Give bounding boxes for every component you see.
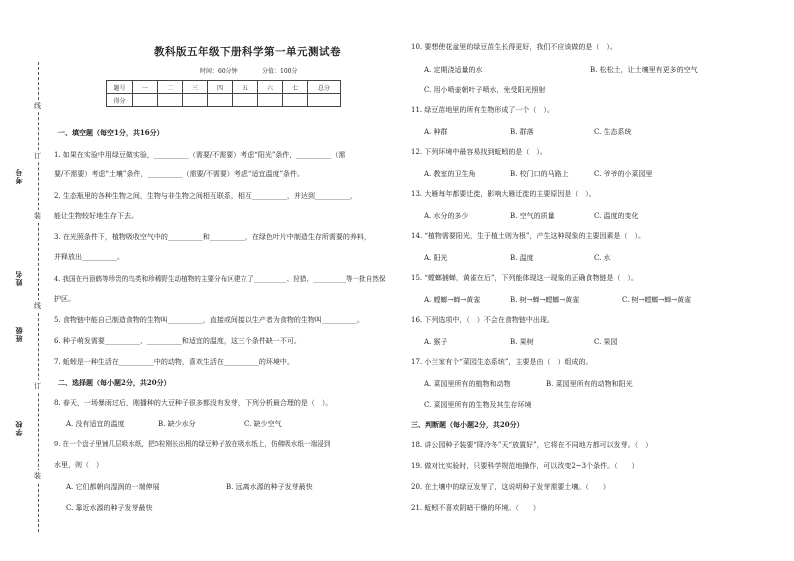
q10-option-a[interactable]: A. 定期浇适量的水 [424, 66, 483, 74]
question-15: 15. “螳螂捕蝉，黄雀在后”，下列能体现这一现象的正确食物链是（ ）。 [411, 274, 639, 282]
q16-option-c[interactable]: C. 果园 [594, 338, 618, 346]
question-20: 20. 在土壤中的绿豆发芽了，这说明种子发芽需要土壤。（ ） [411, 483, 610, 491]
question-13: 13. 大雁每年都要迁徙，影响大雁迁徙的主要原因是（ ）。 [411, 190, 596, 198]
score-row-label: 得分 [107, 94, 133, 107]
q8-option-b[interactable]: B. 缺少水分 [158, 420, 196, 428]
question-9: 9. 在一个盘子里铺几层吸水纸，把5粒刚长出根的绿豆种子放在吸水纸上，仿佛吸水纸一端浸到 [54, 440, 331, 448]
score-header-cell: 三 [183, 81, 208, 94]
score-header-cell: 六 [258, 81, 283, 94]
score-cell[interactable] [158, 94, 183, 107]
question-line: 5. 食物链中能自己制造食物的生物叫__________，直接或间接以生产者为食物的生物叫__________。 [54, 316, 364, 324]
question-line: 4. 我国在丹顶鹤等珍贵的鸟类和珍稀野生动植物的主要分布区建立了__________、狩猎、__________等一批自然保 [54, 275, 386, 283]
q9-option-a[interactable]: A. 它们都朝向湿润的一端伸展 [66, 483, 160, 491]
q13-option-c[interactable]: C. 温度的变化 [594, 212, 639, 220]
question-21: 21. 蚯蚓不喜欢阴暗干燥的环境。（ ） [411, 504, 540, 512]
side-deco-2: 订 [34, 152, 41, 160]
q14-option-b[interactable]: B. 温度 [510, 254, 534, 262]
q17-option-c[interactable]: C. 菜园里所有的生物及其生存环境 [424, 401, 532, 409]
q13-option-a[interactable]: A. 水分的多少 [424, 212, 469, 220]
q17-option-b[interactable]: B. 菜园里所有的动物和阳光 [546, 380, 633, 388]
score-header-cell: 题号 [107, 81, 133, 94]
score-header-cell: 总分 [308, 81, 341, 94]
q14-option-a[interactable]: A. 阳光 [424, 254, 448, 262]
side-label-class: 班级 [14, 326, 23, 342]
q10-option-b[interactable]: B. 松松土，让土壤里有更多的空气 [590, 66, 698, 74]
score-table-header-row [107, 81, 341, 94]
question-line: 要/不需要）考虑“土壤”条件，__________（需要/不需要）考虑“适宜温度”条件。 [54, 170, 305, 178]
score-header-cell: 一 [133, 81, 158, 94]
question-line: 2. 生态瓶里的各种生物之间，生物与非生物之间相互联系，相互__________，并达到__________， [54, 192, 357, 200]
q11-option-c[interactable]: C. 生态系统 [594, 128, 632, 136]
q9-option-c[interactable]: C. 靠近水源的种子发芽最快 [66, 504, 153, 512]
score-table-score-row [107, 94, 341, 107]
question-9-cont: 水里，则（ ） [54, 461, 103, 469]
side-deco-5: 订 [34, 382, 41, 390]
q12-option-b[interactable]: B. 校门口的马路上 [510, 170, 569, 178]
exam-title: 教科版五年级下册科学第一单元测试卷 [154, 46, 341, 58]
score-cell[interactable] [133, 94, 158, 107]
side-label-exam-number: 考号 [14, 168, 23, 184]
score-cell[interactable] [258, 94, 283, 107]
section-1-heading: 一、填空题（每空1分，共16分） [58, 128, 164, 137]
question-line: 6. 种子萌发需要__________、__________和适宜的温度，这三个条件缺一不可。 [54, 337, 301, 345]
score-header-cell: 四 [208, 81, 233, 94]
side-deco-1: 线 [34, 102, 41, 110]
side-label-name: 姓名 [14, 270, 23, 286]
score-header-cell: 五 [233, 81, 258, 94]
side-deco-4: 线 [34, 302, 41, 310]
question-17: 17. 小兰家有个“菜园生态系统”，主要是由（ ）组成的。 [411, 358, 593, 366]
question-10: 10. 要想使花盆里的绿豆苗生长得更好，我们不应该做的是（ ）。 [411, 43, 617, 51]
score-header-cell: 二 [158, 81, 183, 94]
score-cell[interactable] [183, 94, 208, 107]
question-12: 12. 下列环境中最容易找到蚯蚓的是（ ）。 [411, 148, 547, 156]
question-line: 并释放出__________。 [54, 253, 124, 261]
q8-option-a[interactable]: A. 没有适宜的温度 [66, 420, 125, 428]
score-cell[interactable] [208, 94, 233, 107]
q11-option-a[interactable]: A. 种群 [424, 128, 448, 136]
exam-time: 时间：60分钟 [200, 68, 238, 75]
q10-option-c[interactable]: C. 用小喷壶朝叶子喷水，免受阳光照射 [424, 86, 546, 94]
section-3-heading: 三、判断题（每小题2分，共20分） [411, 420, 524, 429]
question-line: 7. 蚯蚓是一种生活在__________中的动物，喜欢生活在__________的环境中。 [54, 358, 294, 366]
side-deco-3: 装 [34, 212, 41, 220]
question-line: 能让生物较好地生存下去。 [54, 212, 138, 220]
score-cell[interactable] [233, 94, 258, 107]
q9-option-b[interactable]: B. 远离水源的种子发芽最快 [226, 483, 313, 491]
question-19: 19. 做对比实验时，只要科学规范地操作，可以改变2~3个条件。（ ） [411, 462, 639, 470]
section-2-heading: 二、选择题（每小题2分，共20分） [58, 378, 171, 387]
side-label-school: 学校 [14, 420, 23, 436]
question-11: 11. 绿豆苗地里的所有生物形成了一个（ ）。 [411, 106, 554, 114]
side-deco-6: 装 [34, 472, 41, 480]
q15-option-a[interactable]: A. 螳螂→蝉→黄雀 [424, 296, 481, 304]
question-18: 18. 讲公园种子装要“降冷冬”天“放置好”，它将在不同地方都可以发芽。（ ） [411, 441, 653, 449]
question-14: 14. “植物需要阳光，生于植土则为根”，产生这种现象的主要因素是（ ）。 [411, 232, 646, 240]
q15-option-c[interactable]: C. 树→螳螂→蝉→黄雀 [622, 296, 692, 304]
question-line: 1. 如果在实验中用绿豆做实验，__________（需要/不需要）考虑“阳光”条件，__________（需 [54, 151, 346, 159]
q12-option-a[interactable]: A. 教室的卫生角 [424, 170, 476, 178]
binding-margin [0, 0, 60, 561]
question-line: 3. 在光照条件下，植物吸收空气中的__________和__________，在绿色叶片中制造生存所需要的养料， [54, 233, 371, 241]
exam-score: 分值：100分 [262, 68, 298, 75]
q8-option-c[interactable]: C. 缺少空气 [244, 420, 282, 428]
q15-option-b[interactable]: B. 树→蝉→螳螂→黄雀 [510, 296, 580, 304]
q12-option-c[interactable]: C. 爷爷的小菜园里 [594, 170, 653, 178]
score-cell[interactable] [308, 94, 341, 107]
q11-option-b[interactable]: B. 群落 [510, 128, 534, 136]
q16-option-b[interactable]: B. 果树 [510, 338, 534, 346]
q13-option-b[interactable]: B. 空气的质量 [510, 212, 555, 220]
score-cell[interactable] [283, 94, 308, 107]
question-line: 护区。 [54, 295, 75, 303]
score-table [106, 80, 341, 107]
q14-option-c[interactable]: C. 水 [594, 254, 611, 262]
q17-option-a[interactable]: A. 菜园里所有的植物和动物 [424, 380, 511, 388]
q16-option-a[interactable]: A. 猴子 [424, 338, 448, 346]
question-8: 8. 春天，一场暴雨过后，刚播种的大豆种子很多都没有发芽，下列分析最合理的是（ ）。 [54, 399, 333, 407]
score-header-cell: 七 [283, 81, 308, 94]
question-16: 16. 下列选项中，（ ）不会在食物链中出现。 [411, 316, 554, 324]
binding-dashed-line [38, 62, 39, 532]
